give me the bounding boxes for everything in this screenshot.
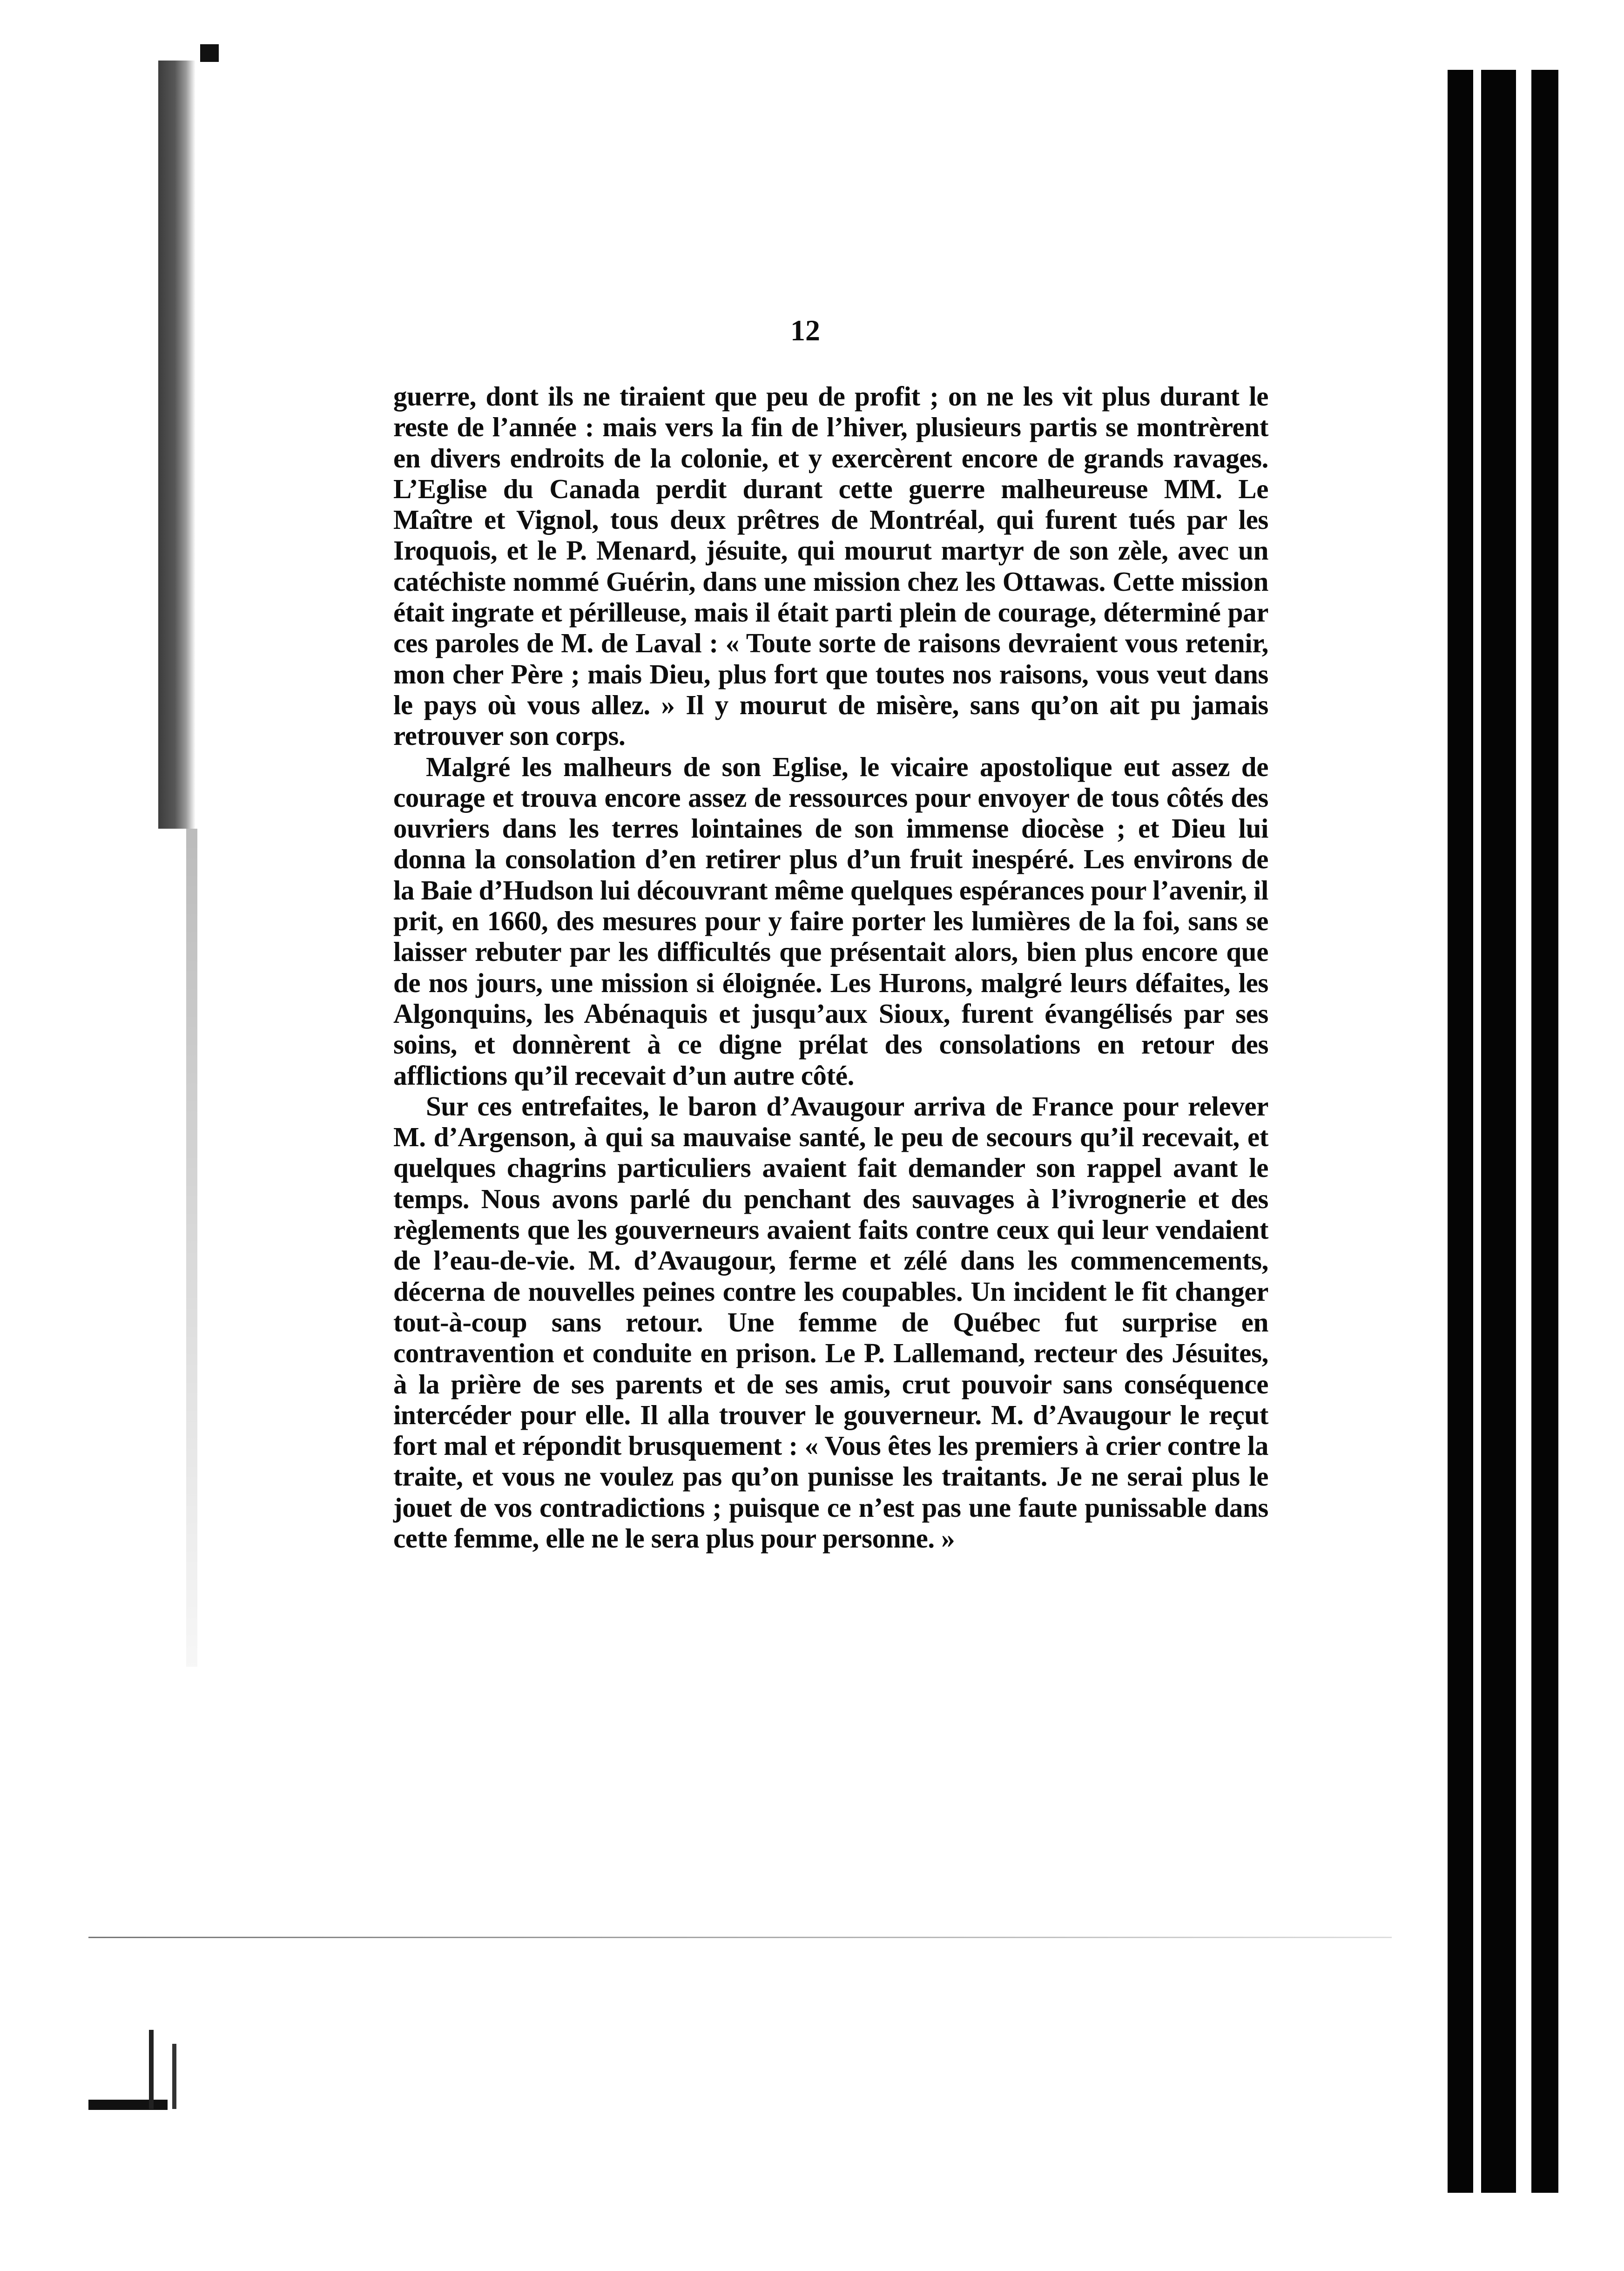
page-number: 12 (790, 314, 820, 347)
paragraph: guerre, dont ils ne tiraient que peu de profit ; on ne les vit plus durant le reste de l’année : mais vers la fin de l’hiver, plusieurs partis se montrèrent en divers endroits de la colonie, et y exercèrent encore de grands ravages. L’Eglise du Canada perdit durant cette guerre malheureuse MM. Le Maître et Vignol, tous deux prêtres de Montréal, qui furent tués par les Iroquois, et le P. Menard, jésuite, qui mourut martyr de son zèle, avec un catéchiste nommé Guérin, dans une mission chez les Ottawas. Cette mission était ingrate et périlleuse, mais il était parti plein de courage, déterminé par ces paroles de M. de Laval : « Toute sorte de raisons devraient vous retenir, mon cher Père ; mais Dieu, plus fort que toutes nos raisons, vous veut dans le pays où vous allez. » Il y mourut de misère, sans qu’on ait pu jamais retrouver son corps. (393, 381, 1268, 751)
scan-right-border-bar (1531, 70, 1558, 2193)
scan-speck (200, 44, 219, 62)
scan-bottom-tick (149, 2030, 154, 2109)
scan-right-border-bar (1448, 70, 1473, 2193)
scan-left-faint-edge (186, 829, 197, 1667)
scan-left-edge-shadow (158, 61, 195, 829)
body-text (393, 381, 1268, 1554)
scan-bottom-rule (88, 1937, 1392, 1938)
scan-bottom-mark (88, 2100, 168, 2110)
scan-right-border-bar (1481, 70, 1516, 2193)
paragraph: Malgré les malheurs de son Eglise, le vicaire apostolique eut assez de courage et trouva encore assez de ressources pour envoyer de tous côtés des ouvriers dans les terres lointaines de son immense diocèse ; et Dieu lui donna la consolation d’en retirer plus d’un fruit inespéré. Les environs de la Baie d’Hudson lui découvrant même quelques espérances pour l’avenir, il prit, en 1660, des mesures pour y faire porter les lumières de la foi, sans se laisser rebuter par les difficultés que présentait alors, bien plus encore que de nos jours, une mission si éloignée. Les Hurons, malgré leurs défaites, les Algonquins, les Abénaquis et jusqu’aux Sioux, furent évangélisés par ses soins, et donnèrent à ce digne prélat des consolations en retour des afflictions qu’il recevait d’un autre côté. (393, 751, 1268, 1091)
scan-bottom-tick (172, 2044, 176, 2109)
paragraph: Sur ces entrefaites, le baron d’Avaugour arriva de France pour relever M. d’Argenson, à qui sa mauvaise santé, le peu de secours qu’il recevait, et quelques chagrins particuliers avaient fait demander son rappel avant le temps. Nous avons parlé du penchant des sauvages à l’ivrognerie et des règlements que les gouverneurs avaient faits contre ceux qui leur vendaient de l’eau-de-vie. M. d’Avaugour, ferme et zélé dans les commencements, décerna de nouvelles peines contre les coupables. Un incident le fit changer tout-à-coup sans retour. Une femme de Québec fut surprise en contravention et conduite en prison. Le P. Lallemand, recteur des Jésuites, à la prière de ses parents et de ses amis, crut pouvoir sans conséquence intercéder pour elle. Il alla trouver le gouverneur. M. d’Avaugour le reçut fort mal et répondit brusquement : « Vous êtes les premiers à crier contre la traite, et vous ne voulez pas qu’on punisse les traitants. Je ne serai plus le jouet de vos contradictions ; puisque ce n’est pas une faute punissable dans cette femme, elle ne le sera plus pour personne. » (393, 1090, 1268, 1554)
